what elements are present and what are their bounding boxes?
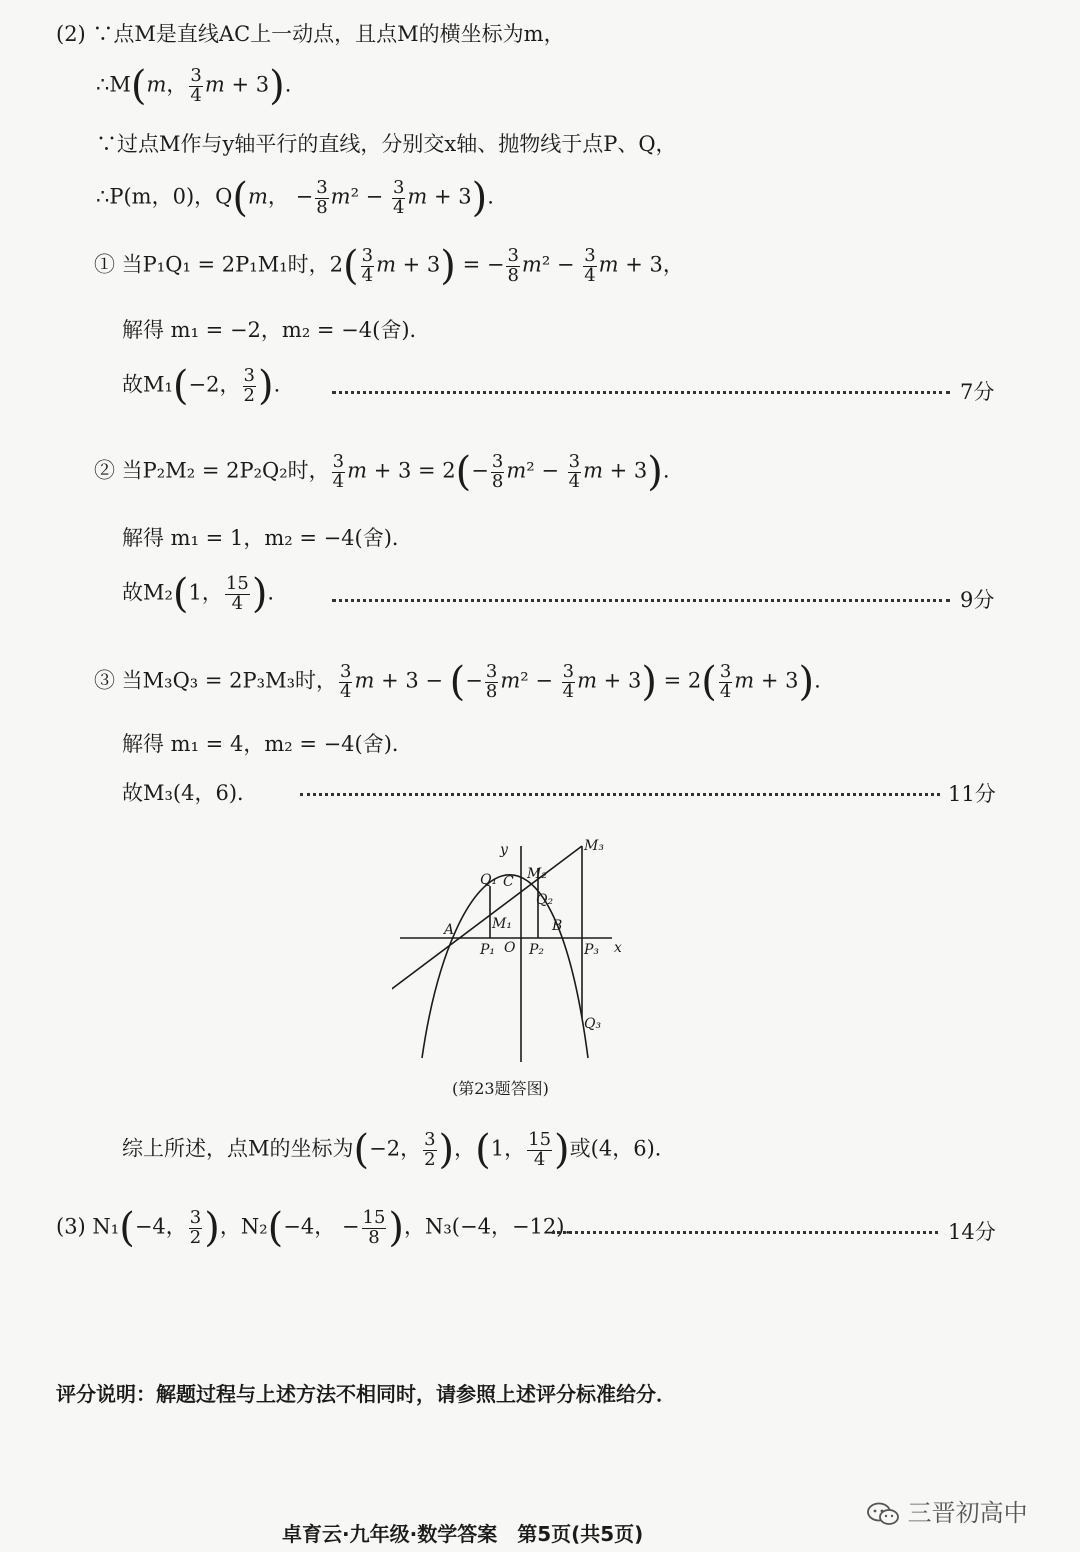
watermark bbox=[866, 1493, 1028, 1528]
summary-prefix: 综上所述，点M的坐标为 bbox=[122, 1136, 354, 1161]
case2-result-prefix: 故M₂ bbox=[122, 580, 173, 605]
parabola bbox=[422, 875, 588, 1058]
summary-suffix: 或(4，6)． bbox=[569, 1136, 676, 1161]
score-9: 9分 bbox=[960, 588, 995, 612]
watermark-text: 三晋初高中 bbox=[907, 1499, 1028, 1527]
part3-n3: N₃(−4，−12)． bbox=[425, 1214, 586, 1239]
label-P2: P₂ bbox=[529, 942, 545, 958]
label-P1: P₁ bbox=[480, 942, 496, 958]
label-C: C bbox=[503, 874, 514, 890]
line-PQ-coordinates: ∴P(m，0)，Q(m， − $\frac{3}{8}$ m² − $\frac{3}{4}$ m + 3). bbox=[96, 175, 494, 221]
case2-equation: ② 当P₂M₂ = 2P₂Q₂时， $\frac{3}{4}$ m + 3 = 2(− $\frac{3}{8}$ m² − $\frac{3}{4}$ m + 3). bbox=[94, 449, 670, 495]
label-M1: M₁ bbox=[492, 916, 512, 932]
dotted-leader bbox=[332, 391, 950, 394]
line-M-coordinates: ∴M(m， $\frac{3}{4}$ m + 3). bbox=[96, 63, 292, 109]
case2-result: 故M₂(1， $\frac{15}{4}$ ). bbox=[122, 571, 275, 617]
label-M2: M₂ bbox=[527, 866, 547, 882]
case1-result: 故M₁(−2， $\frac{3}{2}$ ). bbox=[122, 363, 281, 409]
part3-prefix: (3) N₁ bbox=[56, 1214, 120, 1239]
score-14: 14分 bbox=[948, 1220, 996, 1244]
label-P3: P₃ bbox=[584, 942, 600, 958]
page-footer: 卓育云·九年级·数学答案 第5页(共5页) bbox=[282, 1522, 644, 1546]
score-7: 7分 bbox=[960, 380, 995, 404]
case2-prefix: ② 当P₂M₂ = 2P₂Q₂时， bbox=[94, 458, 330, 483]
label-Q1: Q₁ bbox=[480, 872, 498, 888]
case3-result: 故M₃(4，6)． bbox=[122, 781, 259, 805]
case1-prefix: ① 当P₁Q₁ = 2P₁M₁时，2 bbox=[94, 252, 343, 277]
case3-prefix: ③ 当M₃Q₃ = 2P₃M₃时， bbox=[94, 668, 338, 693]
label-x: x bbox=[614, 940, 622, 956]
summary-line: 综上所述，点M的坐标为(−2， $\frac{3}{2}$ )，(1， $\frac{15}{4}$ )或(4，6)． bbox=[122, 1127, 676, 1173]
grading-note: 评分说明：解题过程与上述方法不相同时，请参照上述评分标准给分． bbox=[56, 1382, 676, 1406]
line-construction: ∵过点M作与y轴平行的直线，分别交x轴、抛物线于点P、Q， bbox=[96, 132, 677, 156]
part2-intro: (2) ∵点M是直线AC上一动点，且点M的横坐标为m， bbox=[56, 22, 565, 46]
dotted-leader bbox=[552, 1231, 938, 1234]
dotted-leader bbox=[332, 599, 950, 602]
case2-solution: 解得 m₁ = 1，m₂ = −4(舍)． bbox=[122, 526, 413, 550]
case1-solution: 解得 m₁ = −2，m₂ = −4(舍)． bbox=[122, 318, 431, 342]
label-Q2: Q₂ bbox=[536, 892, 554, 908]
figure-caption: (第23题答图) bbox=[452, 1079, 549, 1098]
case1-equation: ① 当P₁Q₁ = 2P₁M₁时，2( $\frac{3}{4}$ m + 3) = − $\frac{3}{8}$ m² − $\frac{3}{4}$ m + 3， bbox=[94, 243, 684, 289]
wechat-icon bbox=[866, 1502, 900, 1526]
label-Q3: Q₃ bbox=[584, 1016, 602, 1032]
case3-solution: 解得 m₁ = 4，m₂ = −4(舍)． bbox=[122, 732, 413, 756]
case3-equation: ③ 当M₃Q₃ = 2P₃M₃时， $\frac{3}{4}$ m + 3 − (− $\frac{3}{8}$ m² − $\frac{3}{4}$ m + 3) = 2( $\frac{3}{4}$ m + 3). bbox=[94, 659, 821, 705]
line-M-prefix: ∴M bbox=[96, 72, 131, 97]
case1-result-prefix: 故M₁ bbox=[122, 372, 173, 397]
label-A: A bbox=[444, 922, 455, 938]
label-O: O bbox=[504, 940, 516, 956]
label-M3: M₃ bbox=[584, 838, 604, 854]
answer-figure bbox=[392, 830, 632, 1070]
dotted-leader bbox=[300, 793, 940, 796]
line-PQ-prefix: ∴P(m，0)，Q bbox=[96, 184, 233, 209]
score-11: 11分 bbox=[948, 782, 996, 806]
label-y: y bbox=[500, 842, 508, 858]
label-B: B bbox=[552, 918, 563, 934]
part3-answer: (3) N₁(−4， $\frac{3}{2}$ )，N₂(−4， − $\frac{15}{8}$ )，N₃(−4，−12)． bbox=[56, 1205, 586, 1251]
